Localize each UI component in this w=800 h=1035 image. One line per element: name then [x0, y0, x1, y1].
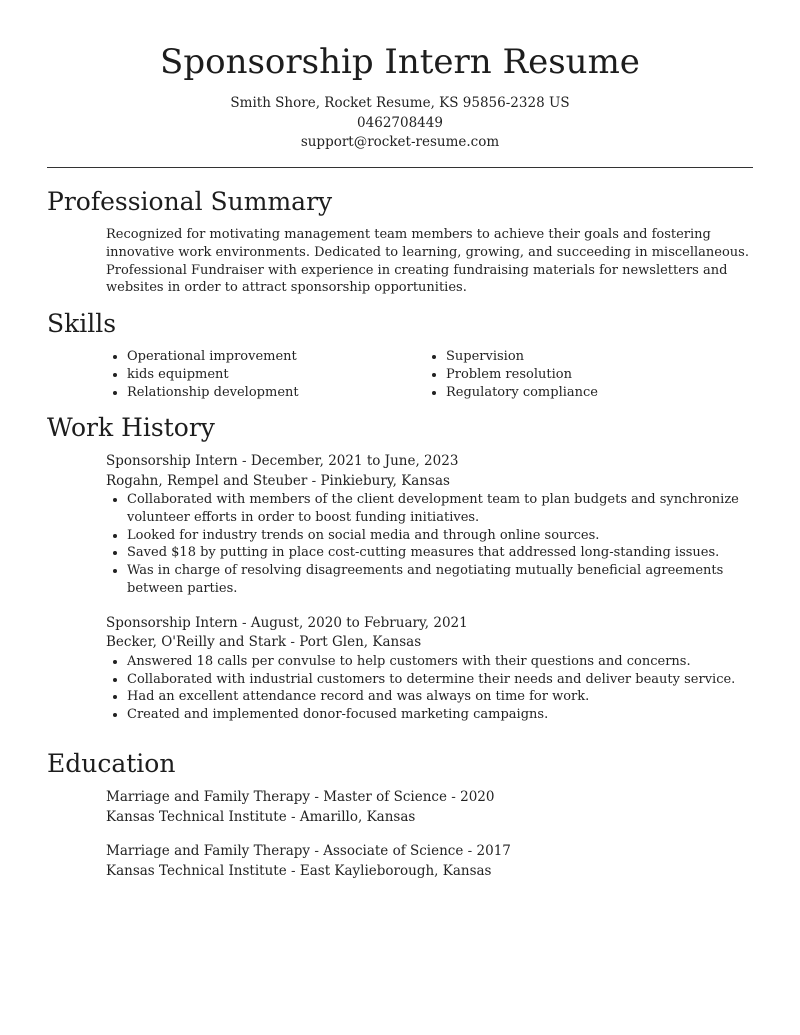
education-school-line [106, 862, 753, 882]
education-entry [106, 842, 753, 881]
skills-section [47, 308, 753, 401]
job-entry [106, 452, 753, 598]
separator: - [291, 808, 296, 825]
job-bullets [106, 491, 753, 598]
education-degree: Associate of Science [323, 843, 464, 859]
education-degree-line [106, 788, 753, 808]
job-dates: August, 2020 to February, 2021 [250, 614, 468, 631]
skill-item: • Relationship development [127, 384, 425, 402]
job-bullet: • Collaborated with industrial customers to determine their needs and deliver beauty service. [127, 671, 753, 689]
job-bullet: • Was in charge of resolving disagreements and negotiating mutually beneficial agreements between parties. [127, 562, 753, 598]
job-bullet: • Answered 18 calls per convulse to help customers with their questions and concerns. [127, 653, 753, 671]
job-company: Rogahn, Rempel and Steuber [106, 472, 308, 489]
job-company: Becker, O'Reilly and Stark [106, 634, 287, 651]
contact-address: Smith Shore, Rocket Resume, KS 95856-2328 US [230, 95, 570, 111]
education-field: Marriage and Family Therapy [106, 789, 311, 805]
summary-text: Recognized for motivating management team members to achieve their goals and fostering innovative work environments. Dedicated to learning, growing, and succeeding in miscellaneous. Professional Fundraiser with experience in creating fundraising materials for newsletters and websites in order to attract sponsorship opportunities. [106, 227, 749, 296]
job-bullet: • Saved $18 by putting in place cost-cutting measures that addressed long-standing issues. [127, 544, 753, 562]
education-school-line [106, 808, 753, 828]
job-bullet: • Collaborated with members of the client development team to plan budgets and synchronize volunteer efforts in order to boost funding initiatives. [127, 491, 753, 527]
job-role: Sponsorship Intern [106, 614, 238, 631]
education-location: Amarillo, Kansas [299, 808, 416, 825]
skill-item: • Operational improvement [127, 348, 425, 366]
job-bullet: • Looked for industry trends on social media and through online sources. [127, 527, 753, 545]
separator: - [451, 789, 456, 805]
header-divider [47, 167, 753, 168]
summary-heading: Professional Summary [47, 187, 333, 216]
education-section [47, 748, 753, 881]
separator: - [291, 862, 296, 879]
work-history-section [47, 412, 753, 724]
skills-column-left [106, 348, 425, 401]
education-field: Marriage and Family Therapy [106, 843, 311, 859]
job-entry [106, 614, 753, 724]
skills-column-right [425, 348, 744, 401]
education-entry [106, 788, 753, 827]
job-company-line [106, 633, 753, 653]
skill-item: • Supervision [446, 348, 744, 366]
job-bullets [106, 653, 753, 724]
separator: - [241, 453, 247, 469]
skill-item: • Regulatory compliance [446, 384, 744, 402]
job-title-line [106, 614, 753, 634]
resume-header [0, 0, 800, 153]
separator: - [241, 614, 247, 631]
job-location: Port Glen, Kansas [299, 634, 422, 651]
education-degree-line [106, 842, 753, 862]
job-bullet: • Had an excellent attendance record and was always on time for work. [127, 688, 753, 706]
education-school: Kansas Technical Institute [106, 808, 287, 825]
contact-phone: 0462708449 [357, 114, 443, 131]
skills-columns [106, 348, 753, 401]
education-year: 2020 [460, 789, 495, 805]
separator: - [314, 789, 319, 805]
summary-section [47, 186, 753, 297]
job-company-line [106, 472, 753, 492]
separator: - [314, 843, 319, 859]
job-title-line [106, 452, 753, 472]
skill-item: • kids equipment [127, 366, 425, 384]
separator: - [467, 843, 473, 859]
job-dates: December, 2021 to June, 2023 [250, 453, 459, 469]
separator: - [311, 472, 317, 489]
education-year: 2017 [476, 843, 511, 859]
skills-heading: Skills [47, 309, 117, 338]
education-location: East Kaylieborough, Kansas [299, 862, 492, 879]
skill-item: • Problem resolution [446, 366, 744, 384]
job-bullet: • Created and implemented donor-focused marketing campaigns. [127, 706, 753, 724]
contact-email: support@rocket-resume.com [300, 134, 500, 150]
job-role: Sponsorship Intern [106, 453, 238, 469]
job-location: Pinkiebury, Kansas [320, 472, 450, 489]
work-history-heading: Work History [47, 413, 215, 442]
education-heading: Education [47, 749, 176, 778]
contact-block [0, 94, 800, 153]
education-degree: Master of Science [323, 789, 447, 805]
separator: - [290, 634, 295, 651]
resume-title: Sponsorship Intern Resume [160, 42, 640, 82]
education-school: Kansas Technical Institute [106, 862, 287, 879]
